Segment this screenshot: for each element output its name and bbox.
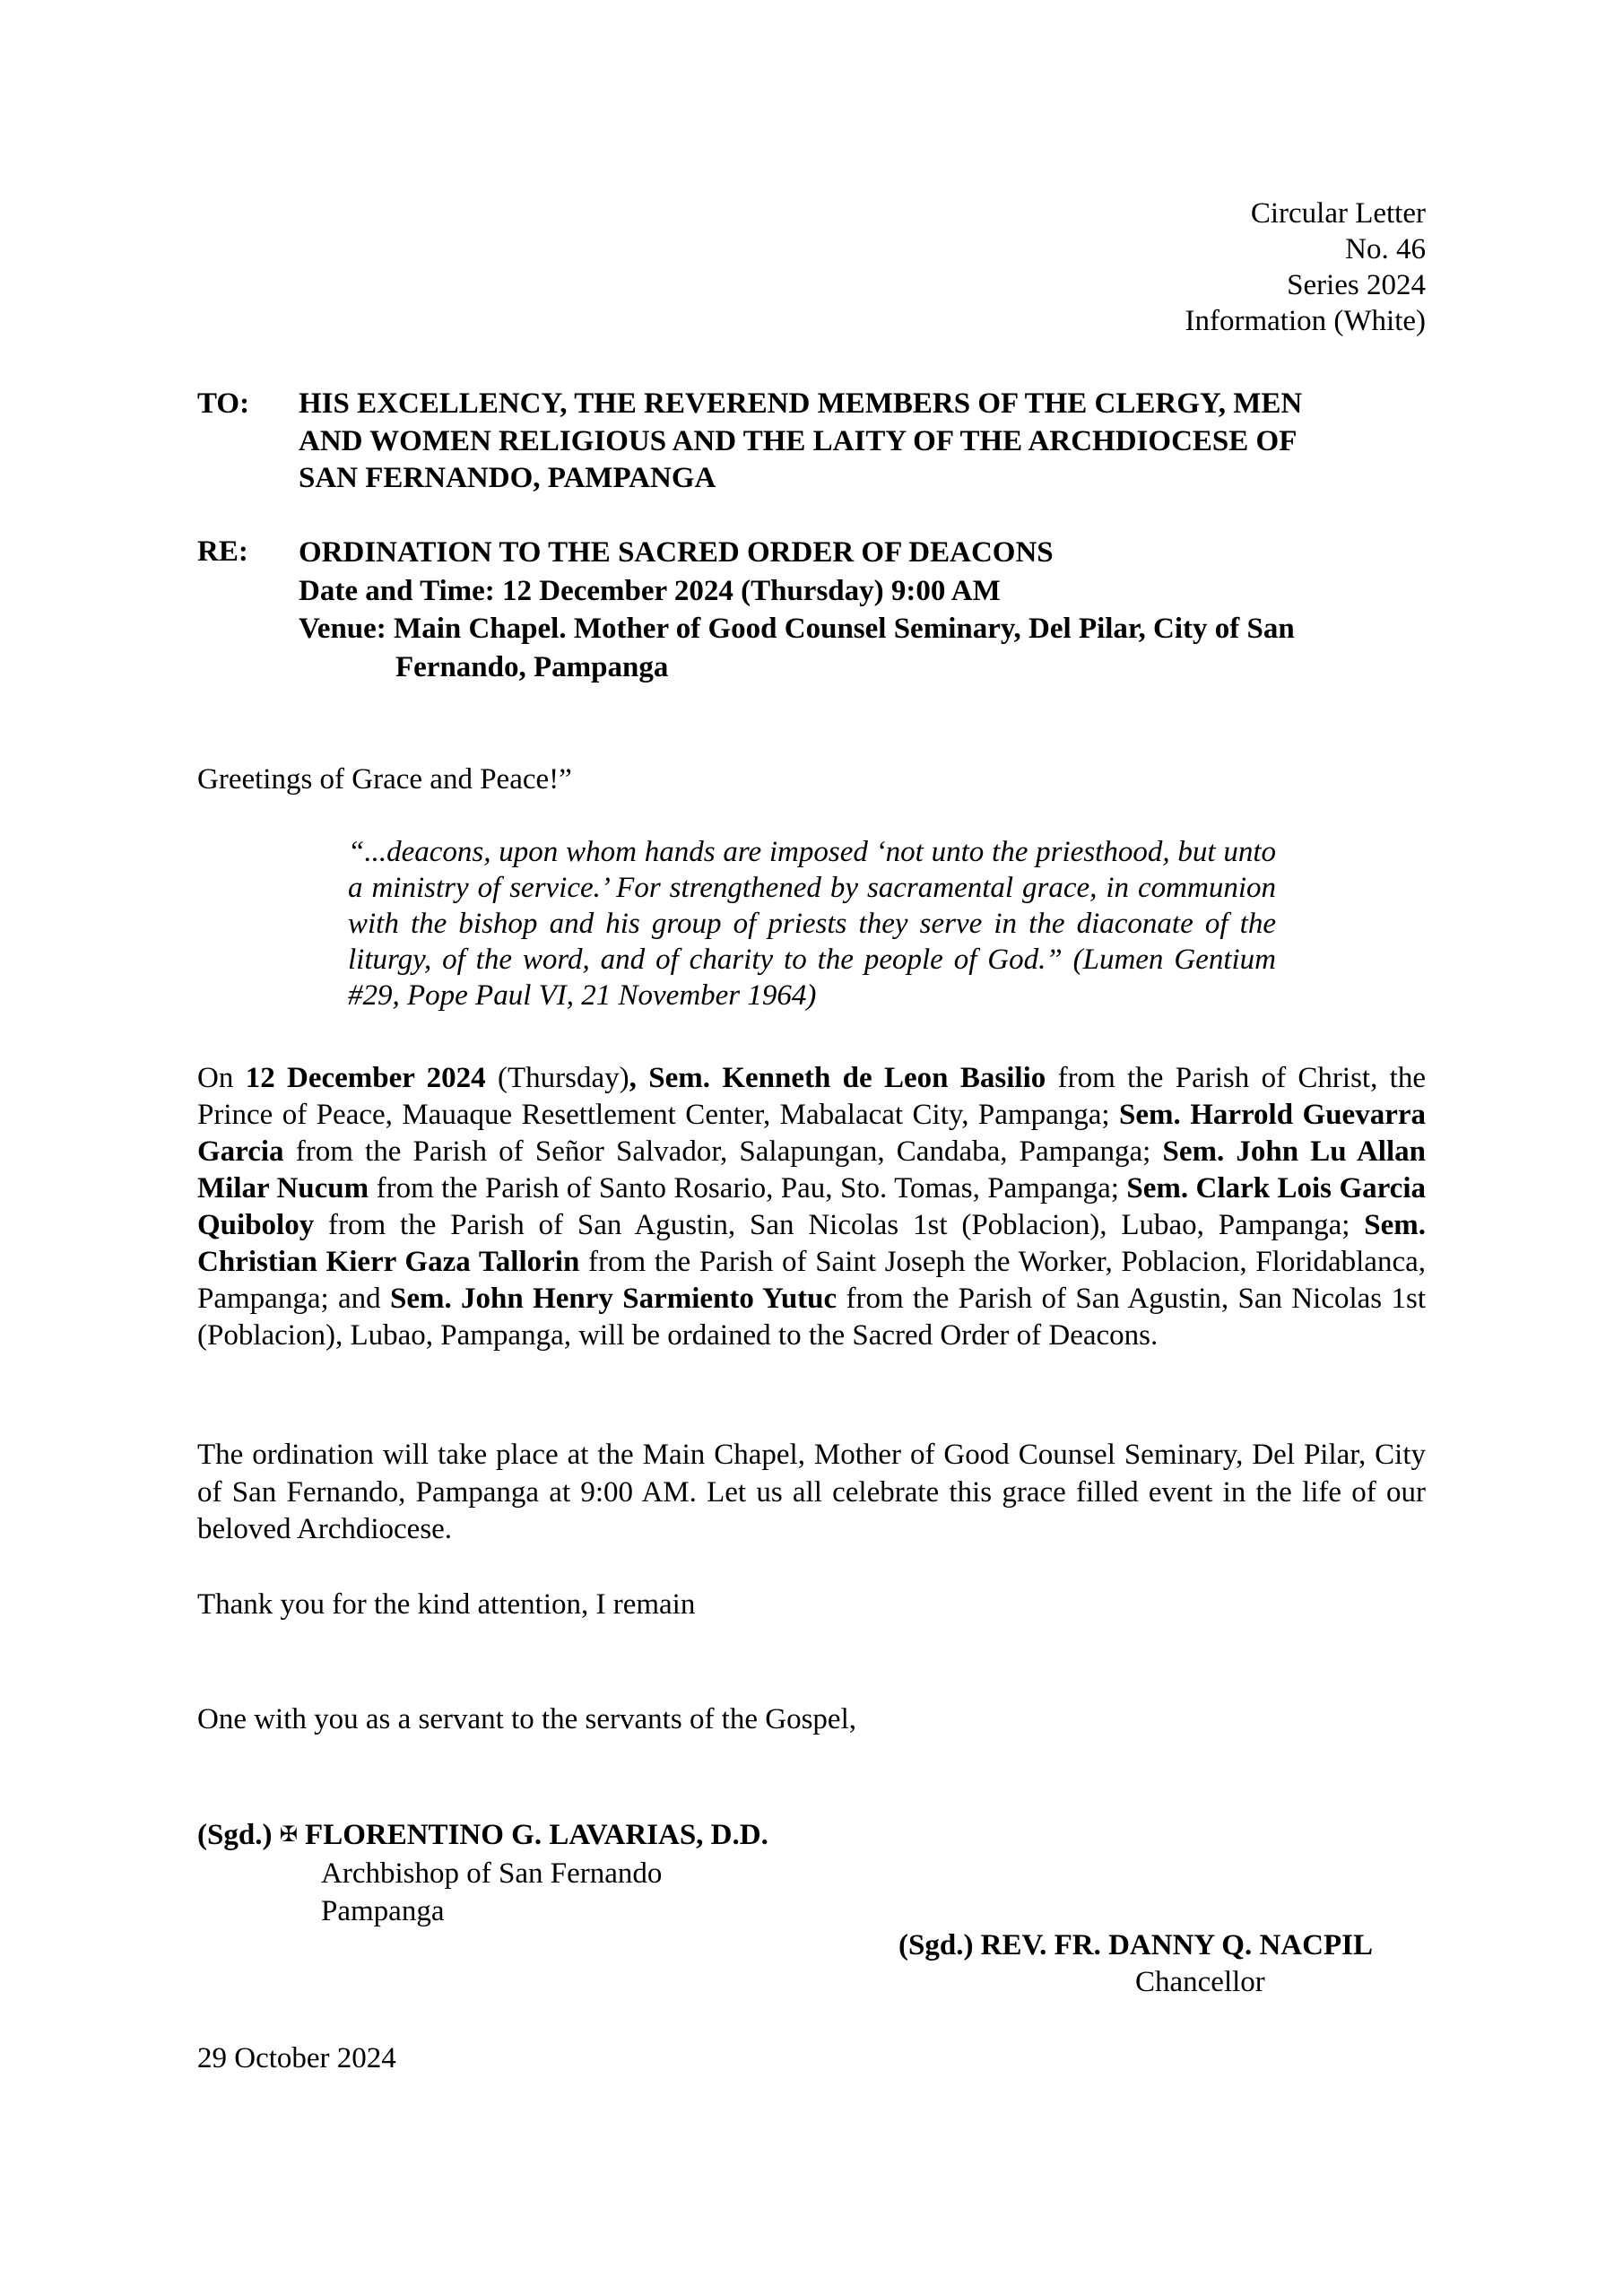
- subject-block: [299, 534, 1426, 686]
- archbishop-place: Pampanga: [321, 1895, 445, 1927]
- subject-datetime: Date and Time: 12 December 2024 (Thursday) 9:00 AM: [299, 574, 1001, 607]
- chancellor-signature-block: [898, 1927, 1373, 2001]
- document-series: Series 2024: [1287, 269, 1426, 301]
- ordinand-name: Sem. Christian Kierr Gaza Tallorin: [197, 1209, 1426, 1278]
- venue-paragraph: The ordination will take place at the Main Chapel, Mother of Good Counsel Seminary, Del Pilar, City of San Fernando, Pampanga at 9:00 AM. Let us all celebrate this grace filled event in the life of our beloved Archdiocese.: [197, 1439, 1426, 1545]
- text-segment: On: [197, 1062, 246, 1094]
- ordination-date: 12 December 2024: [245, 1062, 486, 1094]
- greeting: Greetings of Grace and Peace!”: [197, 763, 572, 796]
- subject-title: ORDINATION TO THE SACRED ORDER OF DEACONS: [299, 536, 1054, 569]
- document-reference: [1076, 196, 1426, 339]
- document-number: No. 46: [1345, 233, 1426, 265]
- archbishop-name-line: [197, 1815, 768, 1855]
- thanks-line: Thank you for the kind attention, I remain: [197, 1588, 696, 1621]
- ordinand-name: Sem. Harrold Guevarra Garcia: [197, 1099, 1426, 1168]
- parish-text: from the Parish of Christ, the Prince of Peace, Mauaque Resettlement Center, Mabalacat City, Pampanga;: [197, 1062, 1427, 1131]
- ordinand-name: Sem. John Henry Sarmiento Yutuc: [389, 1283, 838, 1315]
- parish-text: from the Parish of Saint Joseph the Worker, Poblacion, Floridablanca, Pampanga; and: [197, 1246, 1426, 1315]
- addressee-line: HIS EXCELLENCY, THE REVEREND MEMBERS OF THE CLERGY, MEN: [299, 387, 1303, 420]
- re-label: RE:: [197, 535, 248, 568]
- subject-venue-continued: Fernando, Pampanga: [395, 650, 669, 683]
- ordinands-paragraph: [197, 1060, 1426, 1354]
- document-type: Circular Letter: [1250, 197, 1426, 230]
- ordinand-name: Sem. Clark Lois Garcia Quiboloy: [197, 1172, 1426, 1241]
- chancellor-name: (Sgd.) REV. FR. DANNY Q. NACPIL: [898, 1929, 1373, 1961]
- addressee-line: SAN FERNANDO, PAMPANGA: [299, 462, 716, 494]
- parish-text: from the Parish of Santo Rosario, Pau, Sto. Tomas, Pampanga;: [369, 1172, 1127, 1205]
- to-label: TO:: [197, 387, 250, 420]
- ordinand-name: , Sem. Kenneth de Leon Basilio: [629, 1062, 1046, 1094]
- addressees: [299, 386, 1426, 498]
- maltese-cross-icon: ✠: [279, 1822, 298, 1847]
- archbishop-signature-block: [197, 1815, 768, 1931]
- parish-text: from the Parish of San Agustin, San Nicolas 1st (Poblacion), Lubao, Pampanga, will be ordained to the Sacred Order of Deacons.: [197, 1283, 1426, 1352]
- ordinand-name: Sem. John Lu Allan Milar Nucum: [197, 1135, 1426, 1205]
- document-classification: Information (White): [1185, 305, 1426, 337]
- parish-text: from the Parish of Señor Salvador, Salapungan, Candaba, Pampanga;: [283, 1135, 1163, 1168]
- archbishop-name: FLORENTINO G. LAVARIAS, D.D.: [305, 1819, 768, 1851]
- block-quote: “...deacons, upon whom hands are imposed ‘not unto the priesthood, but unto a ministry of service.’ For strengthened by sacramental grace, in communion with the bishop and his group of priests they serve in the diaconate of the liturgy, of the word, and of charity to the people of God.” (Lumen Gentium #29, Pope Paul VI, 21 November 1964): [348, 836, 1276, 1012]
- parish-text: from the Parish of San Agustin, San Nicolas 1st (Poblacion), Lubao, Pampanga;: [314, 1209, 1365, 1241]
- signed-mark: (Sgd.): [197, 1819, 273, 1851]
- text-segment: (Thursday): [485, 1062, 629, 1094]
- letter-date: 29 October 2024: [197, 2042, 396, 2074]
- chancellor-title: Chancellor: [1135, 1966, 1265, 1998]
- subject-venue: Venue: Main Chapel. Mother of Good Counsel Seminary, Del Pilar, City of San: [299, 613, 1295, 645]
- closing-line: One with you as a servant to the servants of the Gospel,: [197, 1703, 856, 1735]
- addressee-line: AND WOMEN RELIGIOUS AND THE LAITY OF THE ARCHDIOCESE OF: [299, 424, 1298, 457]
- archbishop-title: Archbishop of San Fernando: [321, 1857, 663, 1890]
